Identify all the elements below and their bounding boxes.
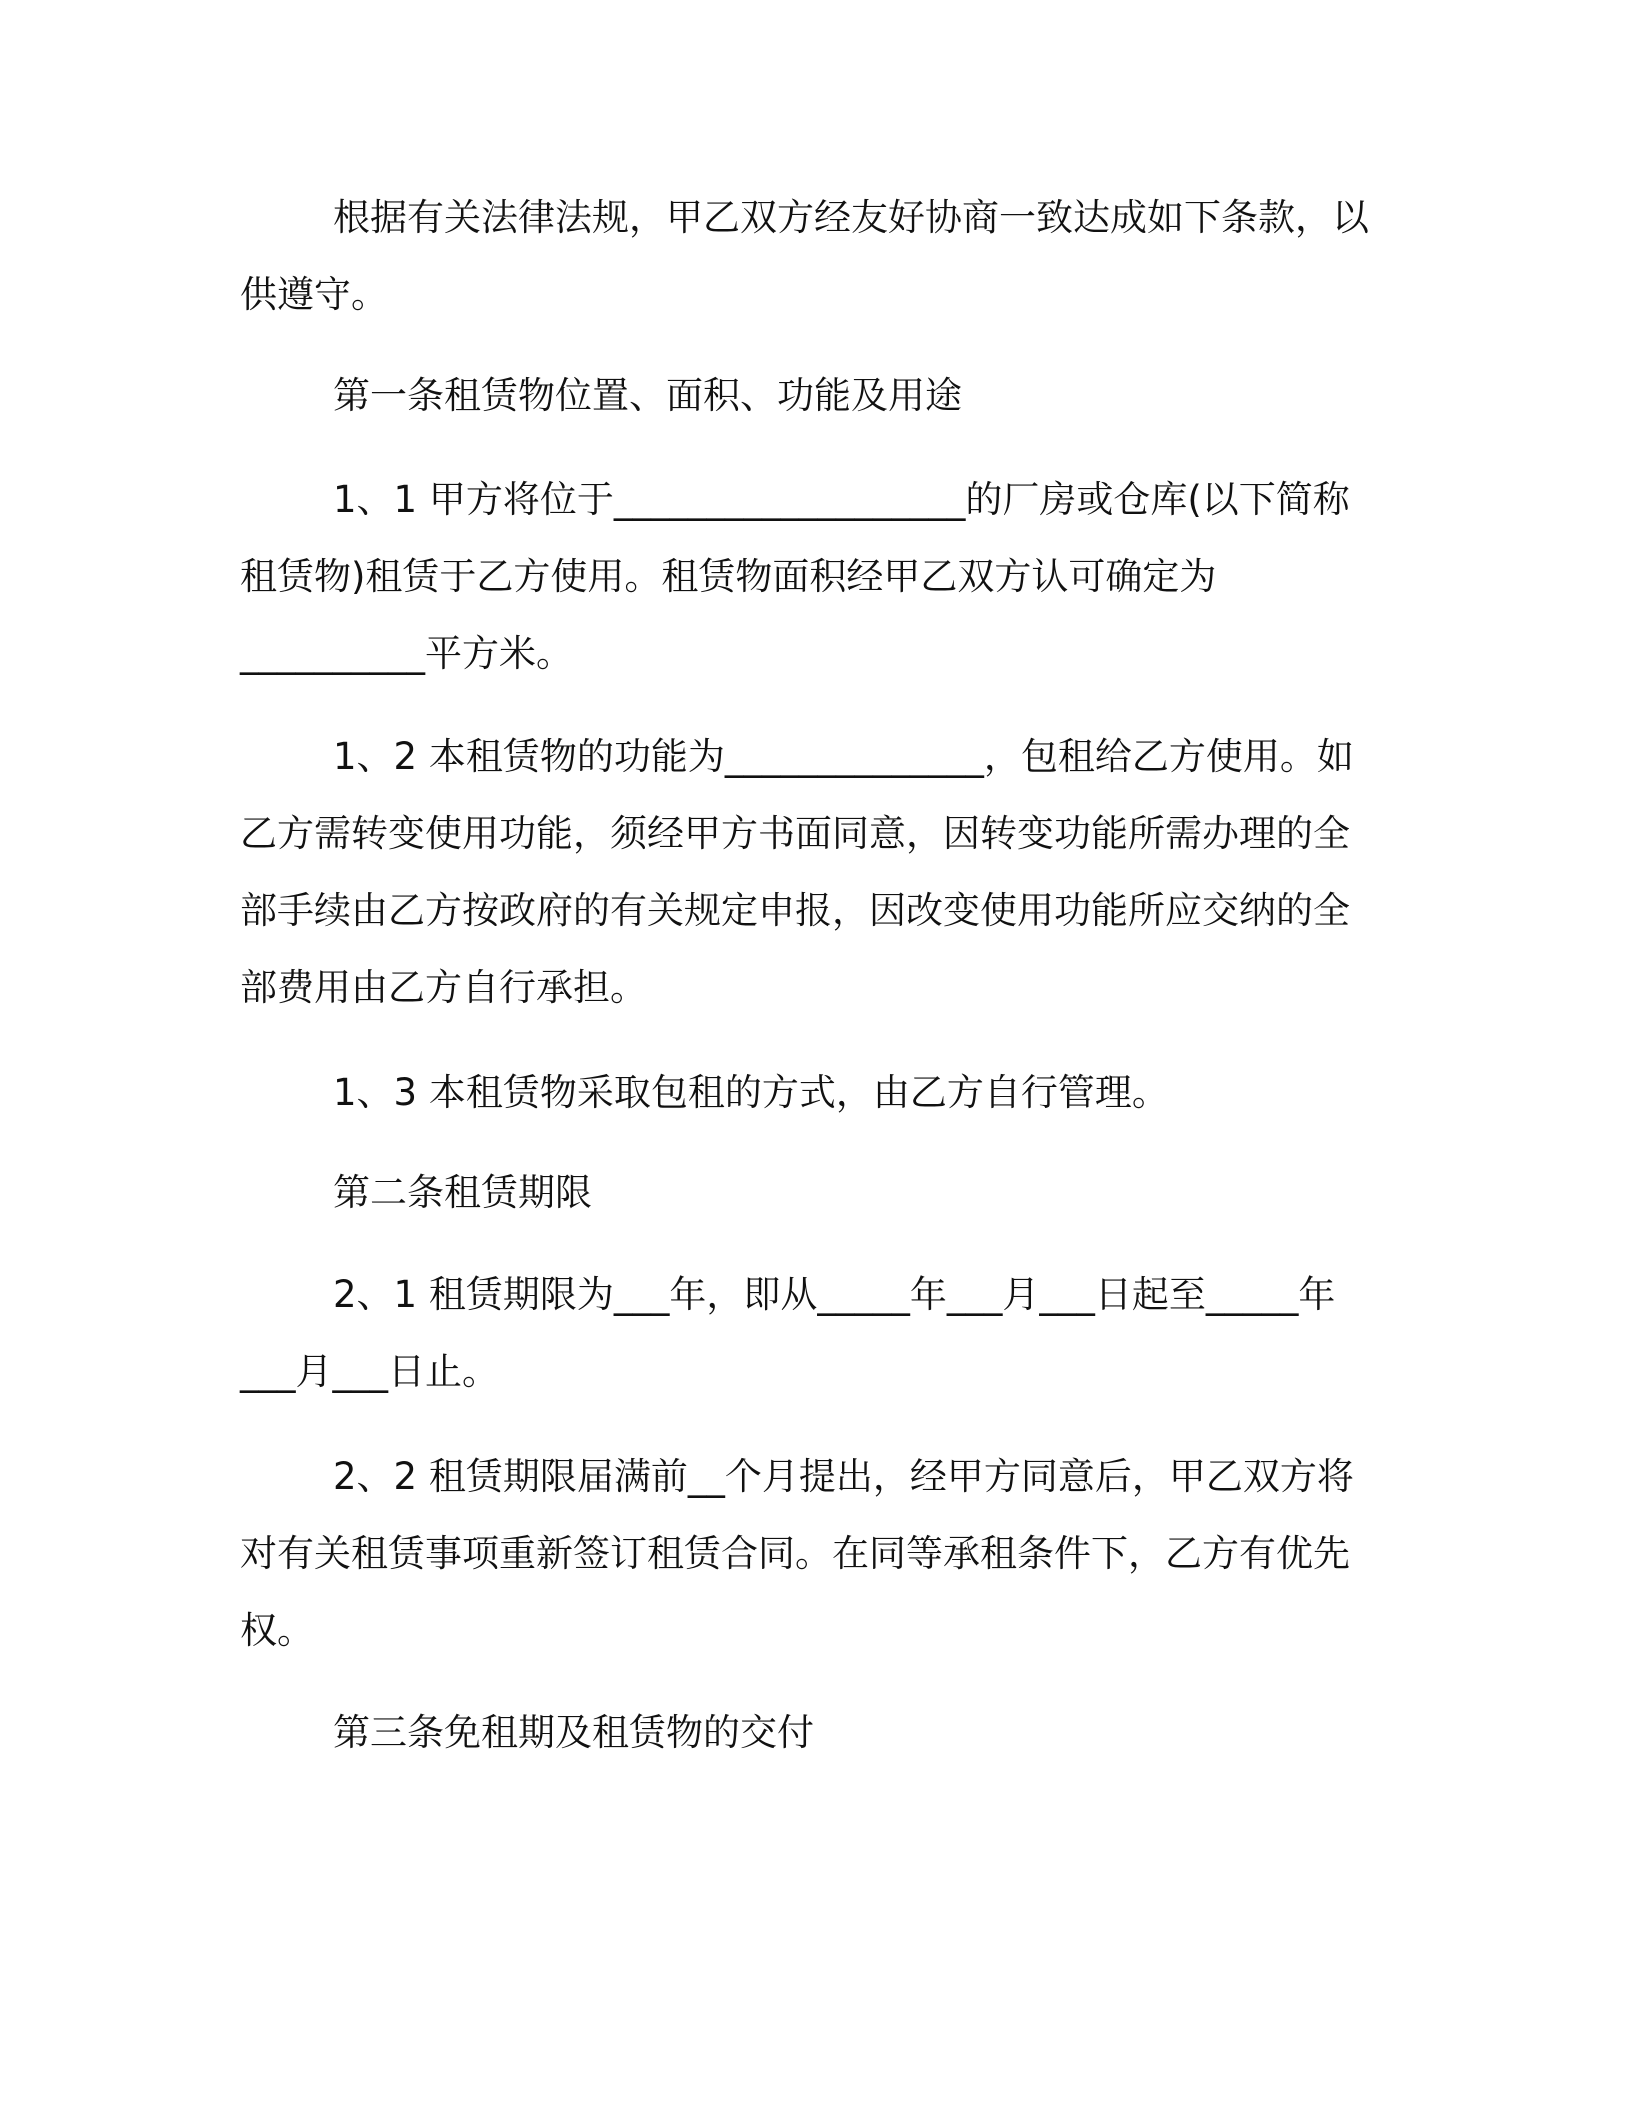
paragraph-line: ___月___日止。 — [240, 1350, 499, 1393]
article-2-heading — [240, 1154, 1380, 1231]
paragraph-line: 1、2 本租赁物的功能为______________，包租给乙方使用。如 — [333, 735, 1354, 778]
paragraph-line: 部费用由乙方自行承担。 — [240, 966, 647, 1009]
heading-line: 第三条免租期及租赁物的交付 — [333, 1711, 814, 1754]
heading-line: 第一条租赁物位置、面积、功能及用途 — [333, 374, 962, 417]
clause-1-3 — [240, 1054, 1380, 1131]
heading-line: 第二条租赁期限 — [333, 1171, 592, 1214]
paragraph-line: 1、3 本租赁物采取包租的方式，由乙方自行管理。 — [333, 1071, 1169, 1114]
paragraph-line: 根据有关法律法规，甲乙双方经友好协商一致达成如下条款，以 — [333, 196, 1369, 239]
paragraph-line: 租赁物)租赁于乙方使用。租赁物面积经甲乙双方认可确定为 — [240, 555, 1217, 598]
paragraph-line: 1、1 甲方将位于___________________的厂房或仓库(以下简称 — [333, 478, 1350, 521]
paragraph-line: 权。 — [240, 1609, 314, 1652]
clause-1-1 — [240, 461, 1380, 692]
article-1-heading — [240, 357, 1380, 434]
clause-2-1 — [240, 1256, 1380, 1410]
paragraph-line: __________平方米。 — [240, 632, 573, 675]
paragraph-line: 2、2 租赁期限届满前__个月提出，经甲方同意后，甲乙双方将 — [333, 1455, 1354, 1498]
article-3-heading — [240, 1694, 1380, 1771]
paragraph-line: 对有关租赁事项重新签订租赁合同。在同等承租条件下，乙方有优先 — [240, 1532, 1350, 1575]
clause-1-2 — [240, 718, 1380, 1026]
paragraph-line: 供遵守。 — [240, 273, 388, 316]
paragraph-intro — [240, 179, 1380, 333]
paragraph-line: 乙方需转变使用功能，须经甲方书面同意，因转变功能所需办理的全 — [240, 812, 1350, 855]
clause-2-2 — [240, 1438, 1380, 1669]
paragraph-line: 部手续由乙方按政府的有关规定申报，因改变使用功能所应交纳的全 — [240, 889, 1350, 932]
paragraph-line: 2、1 租赁期限为___年，即从_____年___月___日起至_____年 — [333, 1273, 1336, 1316]
